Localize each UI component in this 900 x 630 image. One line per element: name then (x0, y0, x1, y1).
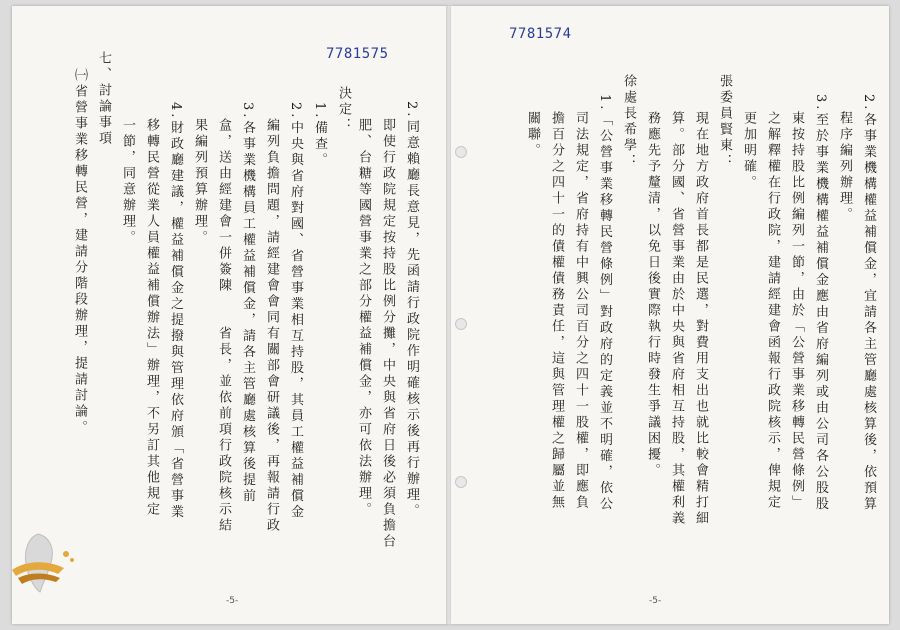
text-column: 之解釋權在行政院，建請經建會函報行政院核示，俾規定 (765, 111, 780, 511)
text-column: 1.「公營事業移轉民營條例」對政府的定義並不明確，依公 (597, 94, 612, 513)
punch-hole (455, 318, 467, 330)
archive-logo-icon (4, 530, 80, 600)
text-column: 編列負擔問題，請經建會會同有關部會研議後，再報請行政 (264, 118, 279, 534)
text-column: 盒，送由經建會一併簽陳 省長，並依前項行政院核示結 (216, 118, 231, 534)
text-column: 3.至於事業機構權益補償金應由省府編列或由公司各公股股 (813, 94, 828, 513)
text-column: 更加明確。 (741, 111, 756, 191)
punch-hole (455, 146, 467, 158)
right-page (451, 6, 889, 624)
text-column: 擔百分之四十一的債權債務責任，這與管理權之歸屬並無 (549, 111, 564, 511)
speaker-name: 張委員賢東： (717, 74, 732, 170)
text-column: 東按持股比例編列一節，由於「公營事業移轉民營條例」 (789, 111, 804, 511)
text-column: ㈠省營事業移轉民營，建請分階段辦理，提請討論。 (72, 68, 87, 436)
page-number: -5- (649, 596, 662, 606)
punch-hole (455, 476, 467, 488)
text-column: 肥、台糖等國營事業之部分權益補償金，亦可依法辦理。 (356, 118, 371, 518)
text-column: 移轉民營從業人員權益補償辦法」辦理，不另訂其他規定 (144, 118, 159, 518)
text-column: 2.各事業機構權益補償金，宜請各主管廳處核算後，依預算 (861, 94, 876, 513)
text-column: 關聯。 (525, 111, 540, 159)
text-column: 決定： (336, 86, 351, 134)
page-number: -5- (226, 596, 239, 606)
text-column: 3.各事業機構員工權益補償金，請各主管廳處核算後提前 (240, 102, 255, 505)
section-heading: 七、討論事項 (96, 51, 111, 147)
text-column: 算。部分國、省營事業由於中央與省府相互持股，其權利義 (669, 111, 684, 527)
text-column: 程序編列辦理。 (837, 111, 852, 223)
text-column: 果編列預算辦理。 (192, 118, 207, 246)
text-column: 一節，同意辦理。 (120, 118, 135, 246)
text-column: 務應先予釐清，以免日後實際執行時發生爭議困擾。 (645, 111, 660, 479)
text-column: 2.同意賴廳長意見，先函請行政院作明確核示後再行辦理。 (404, 101, 419, 520)
text-column: 1.備查。 (312, 102, 327, 169)
text-column: 司法規定，省府持有中興公司百分之四十一股權，即應負 (573, 111, 588, 511)
document-number-stamp: 7781574 (509, 26, 572, 42)
text-column: 即使行政院規定按持股比例分攤，中央與省府日後必須負擔台 (380, 118, 395, 550)
text-column: 2.中央與省府對國、省營事業相互持股，其員工權益補償金 (288, 102, 303, 521)
speaker-name: 徐處長希學： (621, 74, 636, 170)
text-column: 4.財政廳建議，權益補償金之提撥與管理依府頒「省營事業 (168, 102, 183, 521)
text-column: 現在地方政府首長都是民選，對費用支出也就比較會精打細 (693, 111, 708, 527)
document-number-stamp: 7781575 (326, 46, 389, 62)
